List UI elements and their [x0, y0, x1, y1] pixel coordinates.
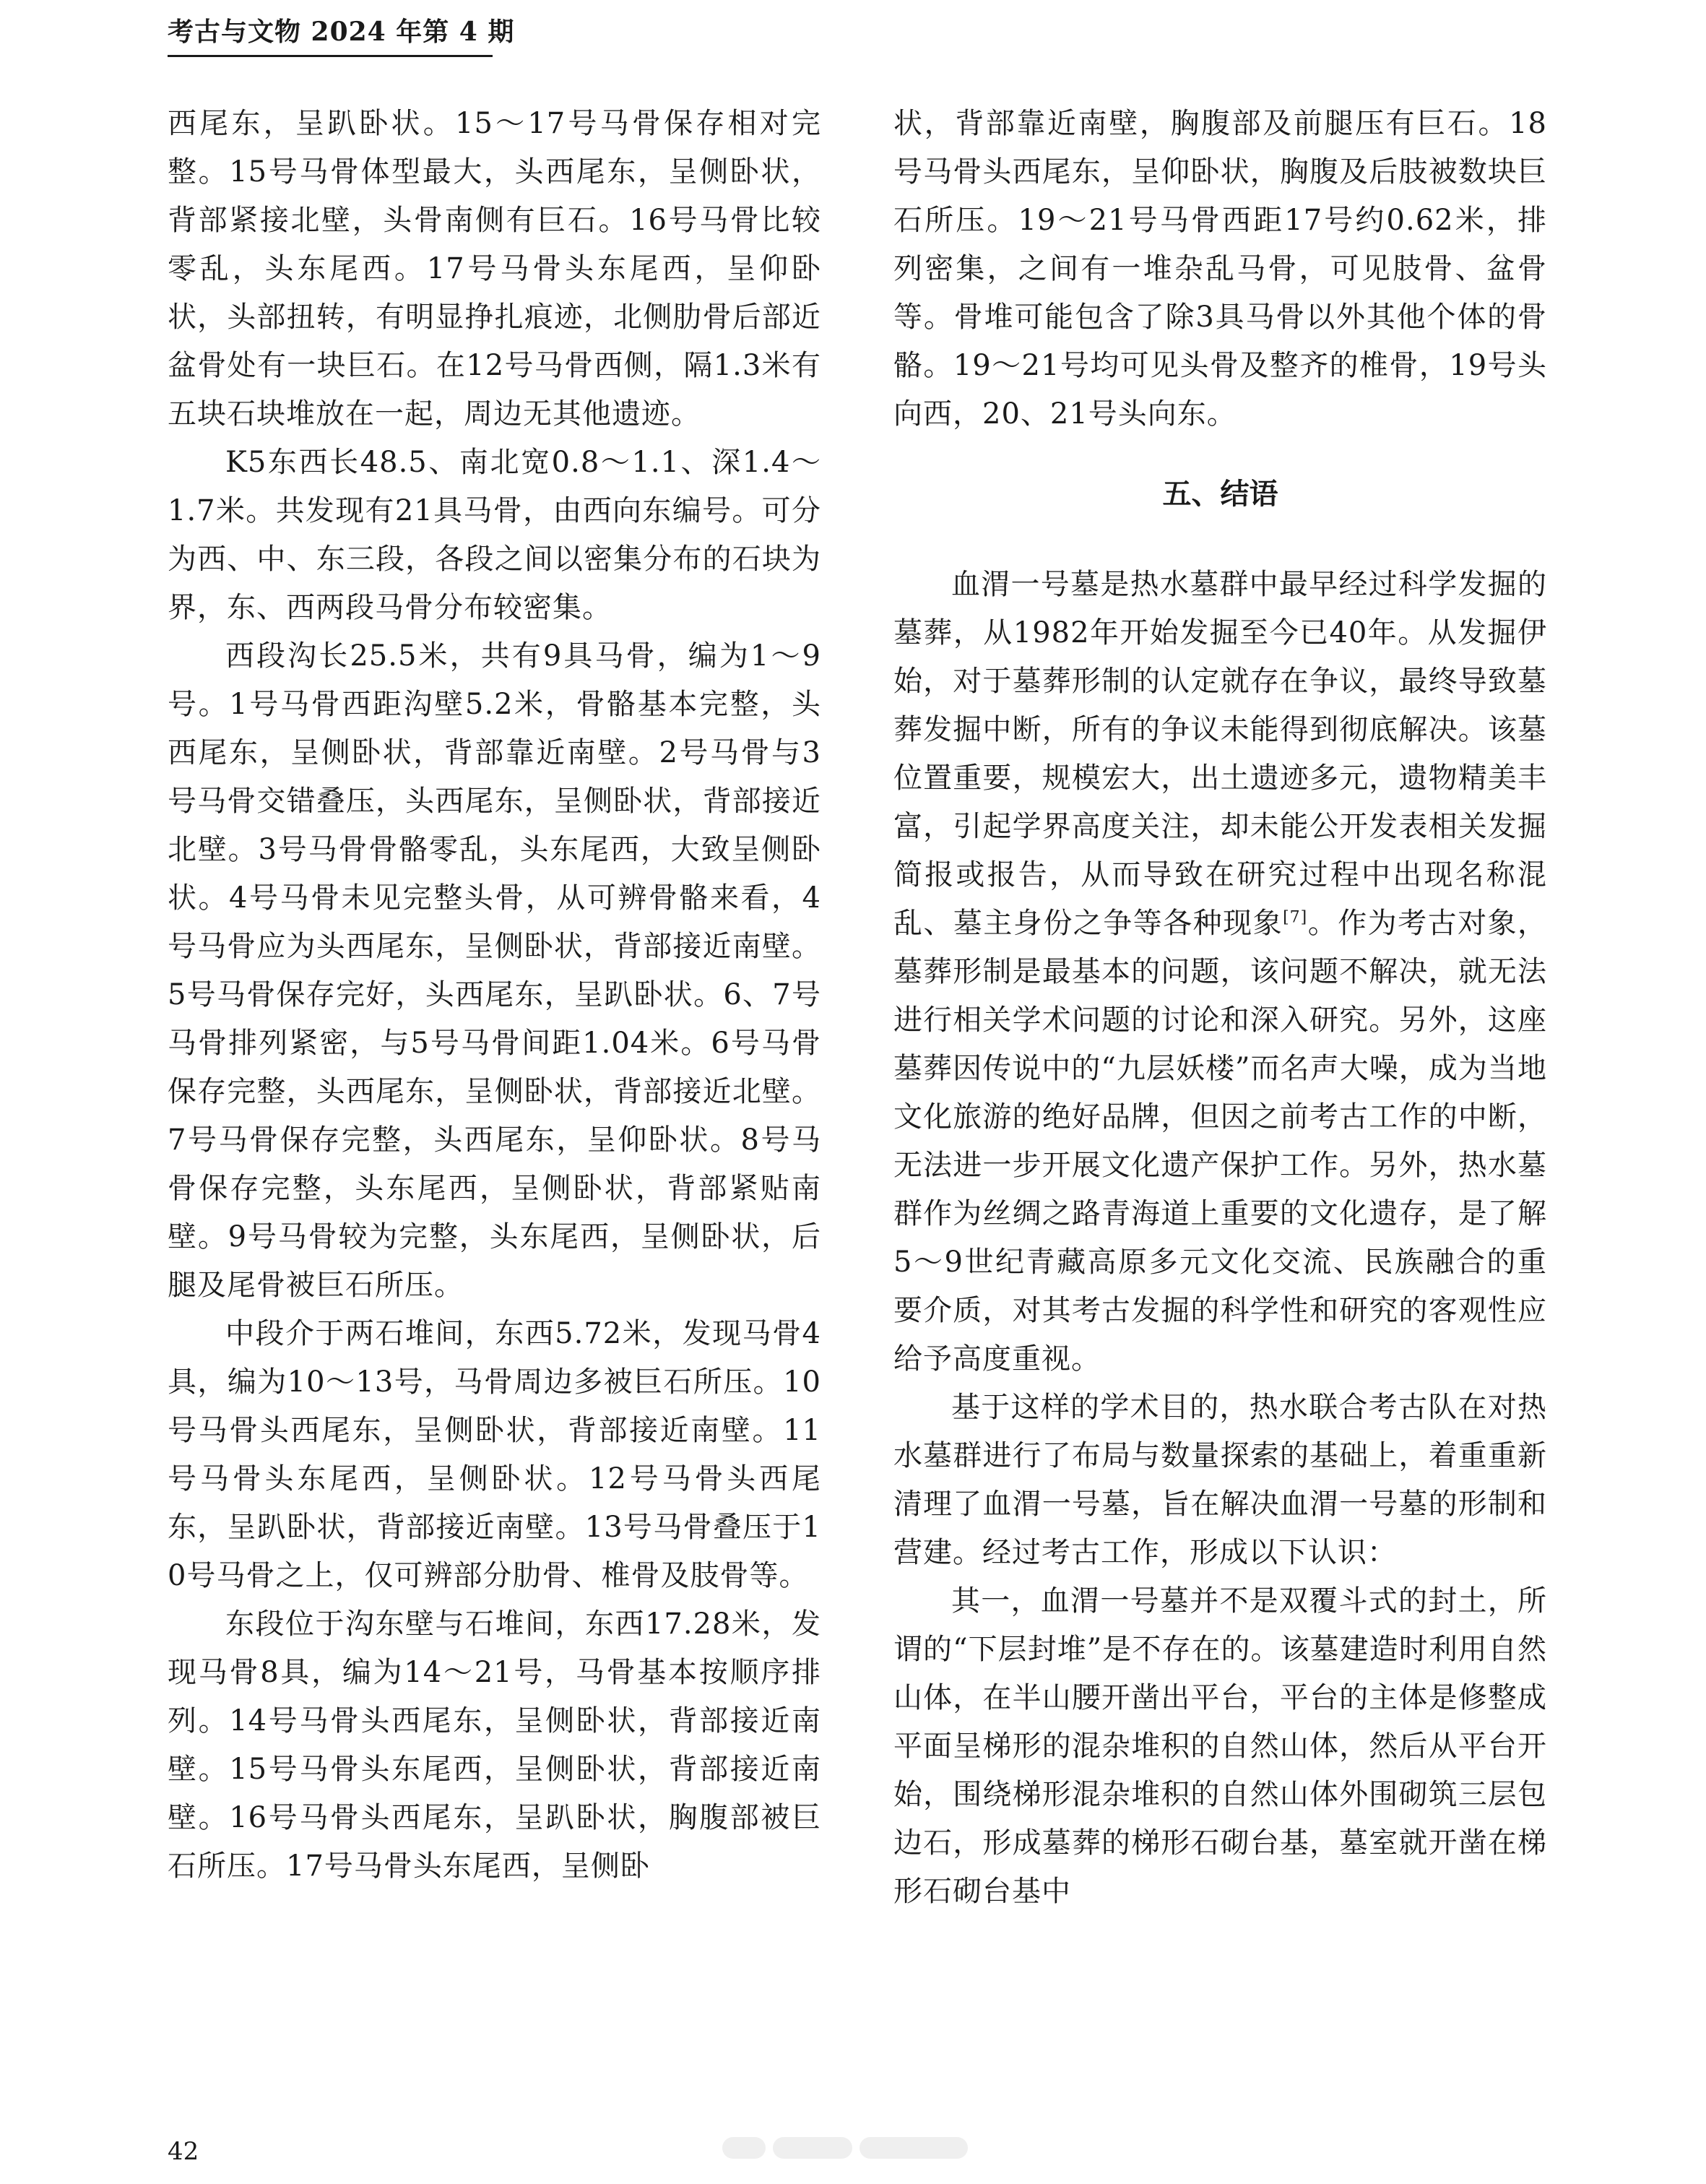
header-rule — [168, 55, 493, 57]
paragraph-finding-one: 其一，血渭一号墓并不是双覆斗式的封土，所谓的“下层封堆”是不存在的。该墓建造时利用自然山体，在半山腰开凿出平台，平台的主体是修整成平面呈梯形的混杂堆积的自然山体，然后从平台开始，围绕梯形混杂堆积的自然山体外围砌筑三层包边石，形成墓葬的梯形石砌台基，墓室就开凿在梯形石砌台基中 — [893, 1584, 1547, 1908]
left-column — [168, 100, 821, 1891]
paragraph-text: 血渭一号墓是热水墓群中最早经过科学发掘的墓葬，从1982年开始发掘至今已40年。从发掘伊始，对于墓葬形制的认定就存在争议，最终导致墓葬发掘中断，所有的争议未能得到彻底解决。该墓位置重要，规模宏大，出土遗迹多元，遗物精美丰富，引起学界高度关注，却未能公开发表相关发掘简报或报告，从而导致在研究过程中出现名称混乱、墓主身份之争等各种现象 — [893, 568, 1547, 940]
watermark — [722, 2137, 968, 2159]
citation-ref: [7] — [1283, 908, 1308, 927]
section-heading: 五、结语 — [1162, 478, 1278, 511]
watermark-mark — [860, 2137, 968, 2159]
journal-header: 考古与文物 2024 年第 4 期 — [168, 17, 515, 47]
paragraph-east-section: 东段位于沟东壁与石堆间，东西17.28米，发现马骨8具，编为14～21号，马骨基本按顺序排列。14号马骨头西尾东，呈侧卧状，背部接近南壁。15号马骨头东尾西，呈侧卧状，背部接近南壁。16号马骨头西尾东，呈趴卧状，胸腹部被巨石所压。17号马骨头东尾西，呈侧卧 — [168, 1607, 821, 1883]
paragraph-goal: 基于这样的学术目的，热水联合考古队在对热水墓群进行了布局与数量探索的基础上，着重重新清理了血渭一号墓，旨在解决血渭一号墓的形制和营建。经过考古工作，形成以下认识： — [893, 1391, 1547, 1569]
watermark-mark — [773, 2137, 852, 2159]
page-number: 42 — [168, 2137, 199, 2166]
paragraph-continued-right: 状，背部靠近南壁，胸腹部及前腿压有巨石。18号马骨头西尾东，呈仰卧状，胸腹及后肢被数块巨石所压。19～21号马骨西距17号约0.62米，排列密集，之间有一堆杂乱马骨，可见肢骨、盆骨等。骨堆可能包含了除3具马骨以外其他个体的骨骼。19～21号均可见头骨及整齐的椎骨，19号头向西，20、21号头向东。 — [893, 107, 1547, 431]
paragraph-middle-section: 中段介于两石堆间，东西5.72米，发现马骨4具，编为10～13号，马骨周边多被巨石所压。10号马骨头西尾东，呈侧卧状，背部接近南壁。11号马骨头东尾西，呈侧卧状。12号马骨头西尾东，呈趴卧状，背部接近南壁。13号马骨叠压于10号马骨之上，仅可辨部分肋骨、椎骨及肢骨等。 — [168, 1317, 821, 1592]
paragraph-text: 。作为考古对象，墓葬形制是最基本的问题，该问题不解决，就无法进行相关学术问题的讨论和深入研究。另外，这座墓葬因传说中的“九层妖楼”而名声大噪，成为当地文化旅游的绝好品牌，但因之前考古工作的中断，无法进一步开展文化遗产保护工作。另外，热水墓群作为丝绸之路青海道上重要的文化遗存，是了解5～9世纪青藏高原多元文化交流、民族融合的重要介质，对其考古发掘的科学性和研究的客观性应给予高度重视。 — [893, 907, 1548, 1376]
paragraph-k5: K5东西长48.5、南北宽0.8～1.1、深1.4～1.7米。共发现有21具马骨，由西向东编号。可分为西、中、东三段，各段之间以密集分布的石块为界，东、西两段马骨分布较密集。 — [168, 446, 821, 624]
right-column — [893, 100, 1547, 1916]
paragraph-conclusion-intro — [893, 561, 1547, 1384]
paragraph-continued: 西尾东，呈趴卧状。15～17号马骨保存相对完整。15号马骨体型最大，头西尾东，呈侧卧状，背部紧接北壁，头骨南侧有巨石。16号马骨比较零乱，头东尾西。17号马骨头东尾西，呈仰卧状，头部扭转，有明显挣扎痕迹，北侧肋骨后部近盆骨处有一块巨石。在12号马骨西侧，隔1.3米有五块石块堆放在一起，周边无其他遗迹。 — [168, 107, 821, 431]
watermark-mark — [722, 2137, 766, 2159]
paragraph-west-section: 西段沟长25.5米，共有9具马骨，编为1～9号。1号马骨西距沟壁5.2米，骨骼基本完整，头西尾东，呈侧卧状，背部靠近南壁。2号马骨与3号马骨交错叠压，头西尾东，呈侧卧状，背部接近北壁。3号马骨骨骼零乱，头东尾西，大致呈侧卧状。4号马骨未见完整头骨，从可辨骨骼来看，4号马骨应为头西尾东，呈侧卧状，背部接近南壁。5号马骨保存完好，头西尾东，呈趴卧状。6、7号马骨排列紧密，与5号马骨间距1.04米。6号马骨保存完整，头西尾东，呈侧卧状，背部接近北壁。7号马骨保存完整，头西尾东，呈仰卧状。8号马骨保存完整，头东尾西，呈侧卧状，背部紧贴南壁。9号马骨较为完整，头东尾西，呈侧卧状，后腿及尾骨被巨石所压。 — [168, 639, 821, 1302]
